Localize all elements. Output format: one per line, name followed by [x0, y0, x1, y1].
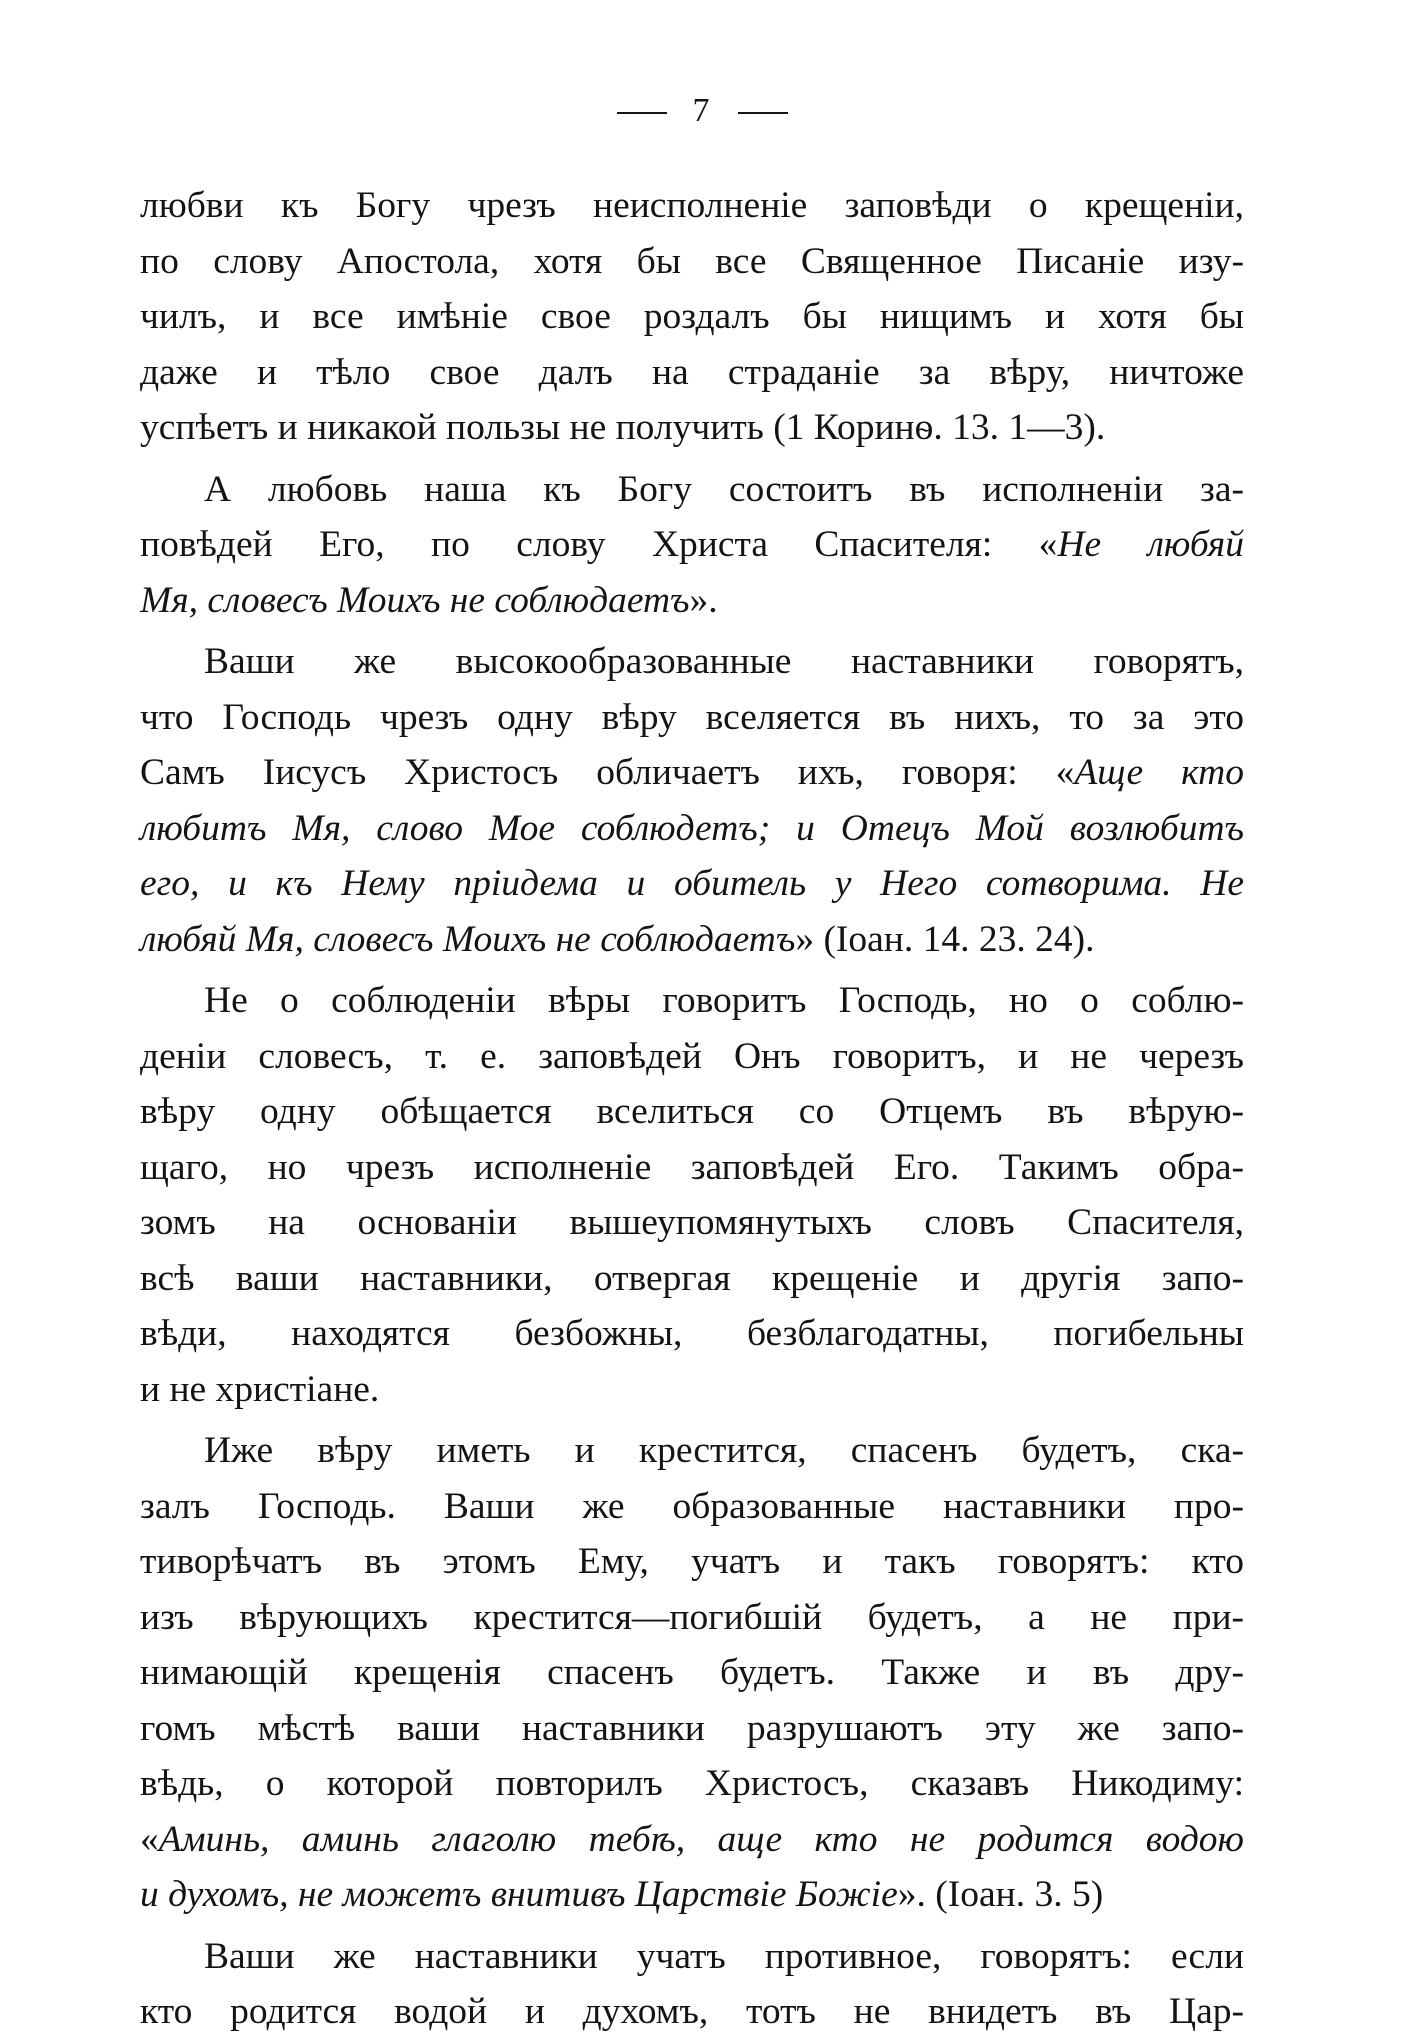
- paragraph: [140, 1423, 1244, 1923]
- text-line: [140, 1195, 1244, 1251]
- text-run: Самъ Іисусъ Христосъ обличаетъ ихъ, говоря: «: [140, 752, 1075, 793]
- text-line: [140, 1362, 1244, 1418]
- text-run: повѣдей Его, по слову Христа Спасителя: «: [140, 524, 1058, 565]
- text-line: [140, 1812, 1244, 1868]
- text-run: вѣди, находятся безбожны, безблагодатны, погибельны: [140, 1313, 1244, 1354]
- text-line: [140, 745, 1244, 801]
- text-line: [140, 801, 1244, 857]
- text-line: [140, 517, 1244, 573]
- text-line: [140, 973, 1244, 1029]
- text-run: щаго, но чрезъ исполненіе заповѣдей Его. Такимъ обра-: [140, 1146, 1244, 1188]
- italic-quote-text: Мя, словесъ Моихъ не соблюдаетъ: [140, 579, 690, 621]
- italic-quote-text: любитъ Мя, слово Мое соблюдетъ; и Отецъ Мой возлюбитъ: [140, 807, 1244, 849]
- text-line: [140, 234, 1244, 290]
- text-line: [140, 1756, 1244, 1812]
- text-line: [140, 1867, 1244, 1923]
- page-header: [0, 92, 1404, 130]
- text-line: [140, 856, 1244, 912]
- text-line: [140, 573, 1244, 629]
- text-run: зомъ на основаніи вышеупомянутыхъ словъ Спасителя,: [140, 1202, 1244, 1243]
- text-line: [140, 1534, 1244, 1590]
- text-line: [140, 1423, 1244, 1479]
- text-run: что Господь чрезъ одну вѣру вселяется въ нихъ, то за это: [140, 696, 1244, 738]
- text-run: Иже вѣру иметь и крестится, спасенъ будетъ, ска-: [204, 1430, 1244, 1471]
- paragraph: [140, 462, 1244, 629]
- text-line: [140, 690, 1244, 746]
- text-line: [140, 634, 1244, 690]
- header-right-dash: [738, 112, 788, 114]
- text-run: кто родится водой и духомъ, тотъ не внидетъ въ Цар-: [140, 1991, 1244, 2032]
- text-run: » (Іоан. 14. 23. 24).: [795, 918, 1095, 960]
- text-line: [140, 912, 1244, 968]
- text-run: Ваши же наставники учатъ противное, говорятъ: если: [204, 1935, 1244, 1977]
- text-run: даже и тѣло свое далъ на страданіе за вѣру, ничтоже: [140, 351, 1244, 393]
- text-line: [140, 1701, 1244, 1757]
- text-run: ». (Іоан. 3. 5): [897, 1874, 1104, 1915]
- text-line: [140, 289, 1244, 345]
- text-line: [140, 1590, 1244, 1646]
- text-run: деніи словесъ, т. е. заповѣдей Онъ говоритъ, и не черезъ: [140, 1035, 1244, 1077]
- italic-quote-text: и духомъ, не можетъ внитивъ Царствіе Божіе: [140, 1874, 898, 1915]
- page-number: 7: [692, 92, 712, 129]
- text-run: нимающій крещенія спасенъ будетъ. Также и въ дру-: [140, 1652, 1244, 1693]
- body-text: [140, 178, 1244, 2040]
- text-run: и не христіане.: [140, 1368, 380, 1410]
- text-line: [140, 1479, 1244, 1535]
- text-run: залъ Господь. Ваши же образованные наставники про-: [140, 1485, 1244, 1527]
- text-run: любви къ Богу чрезъ неисполненіе заповѣди о крещеніи,: [140, 185, 1244, 226]
- text-run: по слову Апостола, хотя бы все Священное Писаніе изу-: [140, 240, 1244, 282]
- text-run: Ваши же высокообразованные наставники говорятъ,: [204, 641, 1244, 682]
- text-run: всѣ ваши наставники, отвергая крещеніе и другія запо-: [140, 1257, 1244, 1299]
- text-line: [140, 1306, 1244, 1362]
- italic-quote-text: Аминь, аминь глаголю тебѣ, аще кто не родится водою: [158, 1818, 1244, 1860]
- text-run: ».: [689, 579, 718, 621]
- text-line: [140, 1929, 1244, 1985]
- text-run: вѣдь, о которой повторилъ Христосъ, сказавъ Никодиму:: [140, 1763, 1244, 1804]
- text-line: [140, 1140, 1244, 1196]
- paragraph: [140, 634, 1244, 967]
- text-line: [140, 1084, 1244, 1140]
- text-run: изъ вѣрующихъ крестится—погибшій будетъ, а не при-: [140, 1596, 1244, 1638]
- paragraph: [140, 1929, 1244, 2040]
- text-line: [140, 178, 1244, 234]
- text-run: А любовь наша къ Богу состоитъ въ исполненіи за-: [204, 468, 1244, 510]
- text-line: [140, 1251, 1244, 1307]
- text-run: Не о соблюденіи вѣры говоритъ Господь, но о соблю-: [204, 980, 1244, 1021]
- paragraph: [140, 178, 1244, 456]
- text-run: тиворѣчатъ въ этомъ Ему, учатъ и такъ говорятъ: кто: [140, 1541, 1244, 1582]
- text-line: [140, 1984, 1244, 2040]
- text-run: «: [140, 1818, 159, 1860]
- text-run: успѣетъ и никакой пользы не получить (1 Коринѳ. 13. 1—3).: [140, 407, 1106, 448]
- text-line: [140, 400, 1244, 456]
- header-left-dash: [617, 112, 667, 114]
- text-line: [140, 462, 1244, 518]
- italic-quote-text: его, и къ Нему пріидема и обитель у Него сотворима. Не: [140, 863, 1244, 904]
- text-run: гомъ мѣстѣ ваши наставники разрушаютъ эту же запо-: [140, 1707, 1244, 1749]
- text-run: вѣру одну обѣщается вселиться со Отцемъ въ вѣрую-: [140, 1091, 1244, 1132]
- text-line: [140, 1029, 1244, 1085]
- text-line: [140, 1645, 1244, 1701]
- text-line: [140, 345, 1244, 401]
- italic-quote-text: Аще кто: [1074, 752, 1244, 793]
- italic-quote-text: любяй Мя, словесъ Моихъ не соблюдаетъ: [140, 918, 796, 960]
- text-run: чилъ, и все имѣніе свое роздалъ бы нищимъ и хотя бы: [140, 296, 1244, 337]
- paragraph: [140, 973, 1244, 1417]
- italic-quote-text: Не любяй: [1057, 524, 1244, 565]
